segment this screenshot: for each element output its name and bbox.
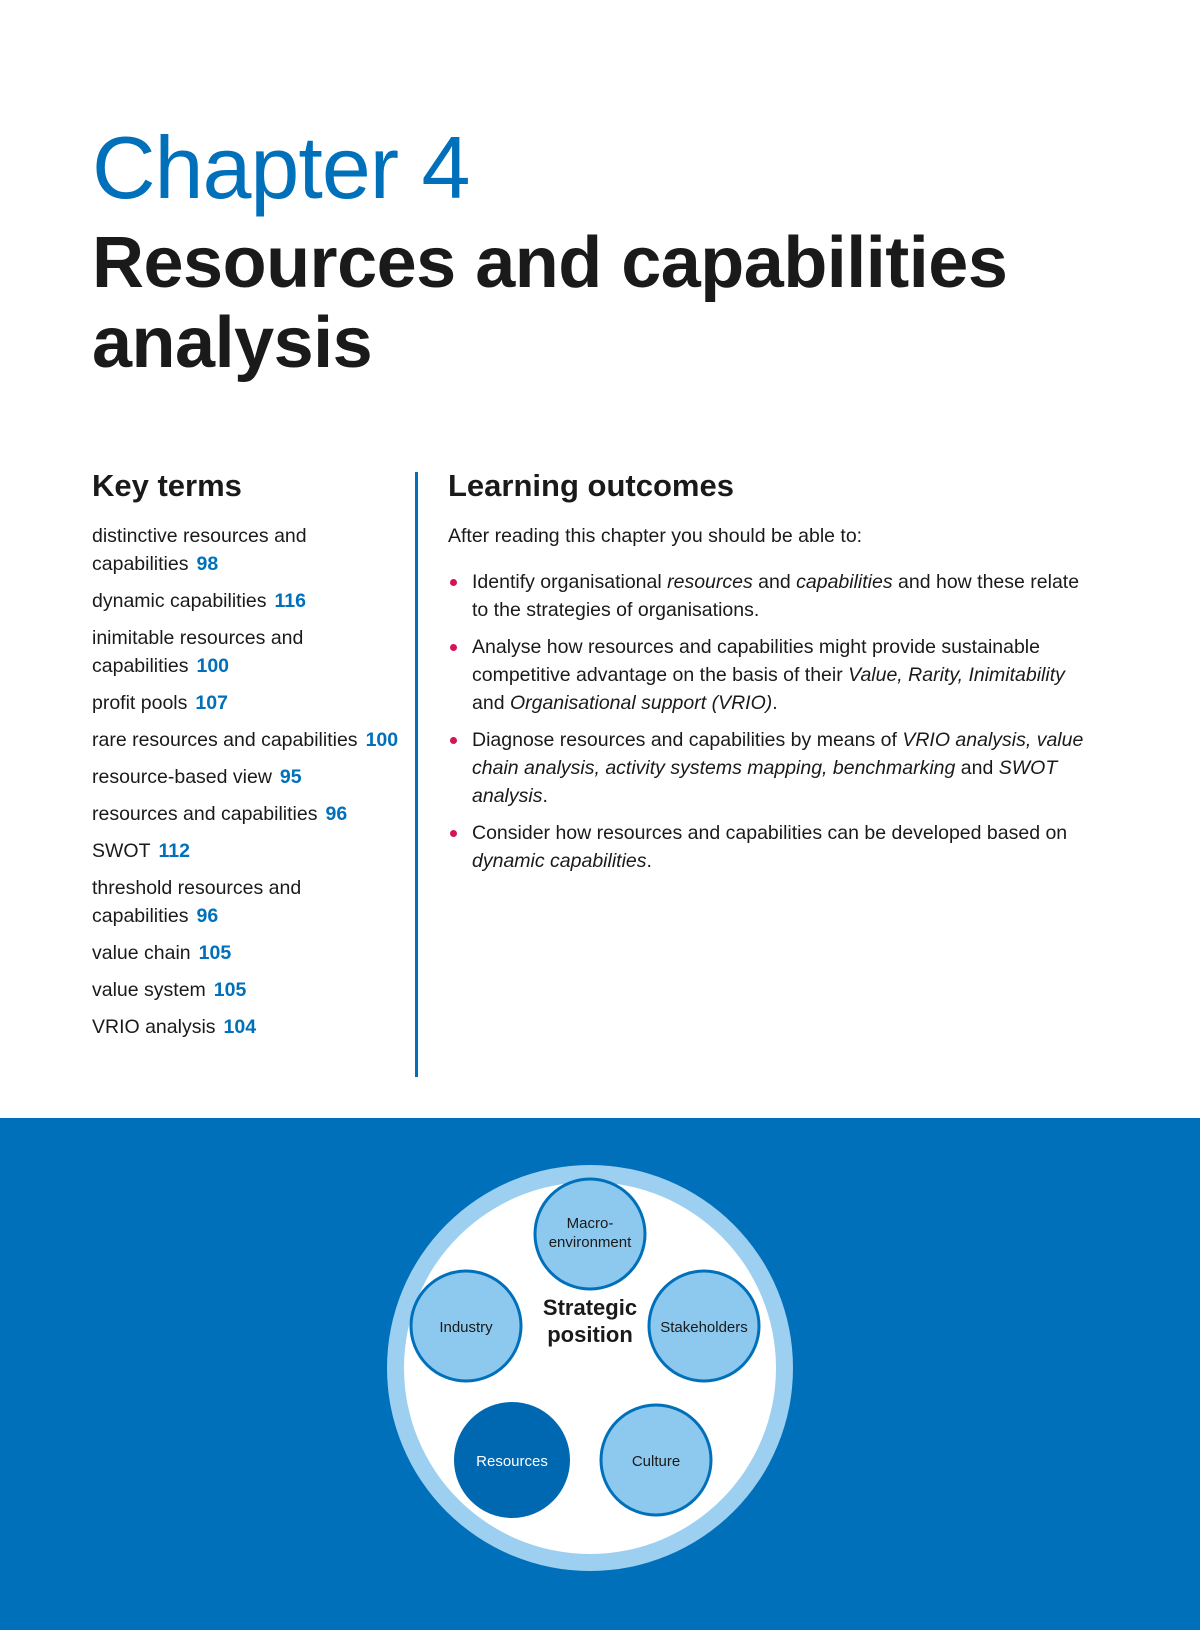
resources-label: Resources [476, 1453, 548, 1470]
outcome-text-segment: Consider how resources and capabilities can be developed based on [472, 822, 1068, 844]
bullet-dot-icon [450, 644, 457, 651]
key-term-page-number: 105 [213, 979, 247, 1001]
key-term-item [92, 837, 402, 865]
outcome-text-segment: . [772, 692, 778, 714]
key-term-page-number: 98 [196, 553, 219, 575]
outcome-text-segment: . [542, 785, 548, 807]
key-term-text: value chain [92, 942, 191, 964]
node-macro-environment[interactable] [535, 1179, 645, 1289]
strategic-position-diagram [380, 1158, 800, 1578]
learning-outcomes-intro: After reading this chapter you should be able to: [448, 525, 863, 547]
key-term-item [92, 800, 402, 828]
key-term-page-number: 95 [279, 766, 302, 788]
learning-outcome-text [472, 822, 1067, 872]
learning-outcome-item [448, 633, 1088, 717]
learning-outcome-item [448, 568, 1088, 624]
key-term-page-number: 100 [365, 729, 399, 751]
industry-label: Industry [439, 1319, 493, 1336]
emphasized-term: Organisational support (VRIO) [509, 692, 773, 714]
key-term-item [92, 726, 402, 754]
outcome-text-segment: and [752, 571, 797, 593]
key-term-text: VRIO analysis [92, 1016, 216, 1038]
center-label-line1: Strategic [542, 1295, 638, 1320]
key-term-text: dynamic capabilities [92, 590, 267, 612]
learning-outcome-text [472, 636, 1065, 714]
learning-outcome-item [448, 819, 1088, 875]
diagram-band [0, 1118, 1200, 1630]
emphasized-term: VRIO analysis, value chain analysis, activity systems mapping, benchmarking [472, 729, 1084, 779]
emphasized-term: SWOT analysis [472, 757, 1058, 807]
macro-environment-label-line2: environment [548, 1234, 632, 1251]
outcome-text-segment: and [472, 692, 510, 714]
chapter-label: Chapter 4 [92, 118, 470, 217]
bullet-dot-icon [450, 737, 457, 744]
key-term-text: profit pools [92, 692, 188, 714]
outcome-text-segment: and how these relate to the strategies of organisations. [472, 571, 1080, 621]
learning-outcomes-section [448, 466, 1088, 884]
key-term-item [92, 624, 402, 680]
outcome-text-segment: Diagnose resources and capabilities by means of [472, 729, 903, 751]
macro-environment-label-line1: Macro- [566, 1215, 614, 1232]
key-term-item [92, 976, 402, 1004]
key-term-page-number: 105 [198, 942, 232, 964]
key-term-page-number: 96 [196, 905, 219, 927]
key-term-text: threshold resources and capabilities [92, 877, 302, 927]
emphasized-term: resources [667, 571, 753, 593]
culture-label: Culture [631, 1453, 681, 1470]
key-term-item [92, 522, 402, 578]
learning-outcomes-heading: Learning outcomes [448, 468, 734, 503]
key-term-page-number: 100 [196, 655, 230, 677]
learning-outcome-text [472, 729, 1083, 807]
key-term-page-number: 112 [158, 840, 190, 862]
key-terms-list [92, 522, 402, 1041]
outcome-text-segment: and [955, 757, 999, 779]
bullet-dot-icon [450, 579, 457, 586]
key-term-text: resource-based view [92, 766, 272, 788]
key-term-item [92, 939, 402, 967]
key-term-item [92, 763, 402, 791]
key-term-text: resources and capabilities [92, 803, 318, 825]
key-term-text: value system [92, 979, 206, 1001]
outcome-text-segment: Analyse how resources and capabilities might provide sustainable competitive advantage on the basis of their [472, 636, 1040, 686]
emphasized-term: dynamic capabilities [472, 850, 647, 872]
key-term-item [92, 874, 402, 930]
key-term-page-number: 104 [223, 1016, 257, 1038]
node-industry[interactable] [411, 1271, 521, 1381]
key-terms-heading: Key terms [92, 468, 242, 503]
emphasized-term: Value, Rarity, Inimitability [848, 664, 1065, 686]
key-term-text: distinctive resources and capabilities [92, 525, 307, 575]
outcome-text-segment: . [646, 850, 652, 872]
key-term-text: inimitable resources and capabilities [92, 627, 304, 677]
key-term-item [92, 689, 402, 717]
key-term-text: rare resources and capabilities [92, 729, 358, 751]
center-label-line2: position [547, 1322, 633, 1347]
key-terms-section [92, 466, 402, 1050]
node-resources[interactable] [454, 1402, 570, 1518]
key-term-item [92, 1013, 402, 1041]
key-term-text: SWOT [92, 840, 151, 862]
emphasized-term: capabilities [796, 571, 893, 593]
outcome-text-segment: Identify organisational [472, 571, 668, 593]
learning-outcome-text [472, 571, 1079, 621]
learning-outcome-item [448, 726, 1088, 810]
key-term-page-number: 116 [274, 590, 306, 612]
key-term-item [92, 587, 402, 615]
stakeholders-label: Stakeholders [660, 1319, 748, 1336]
node-culture[interactable] [601, 1405, 711, 1515]
key-term-page-number: 96 [325, 803, 348, 825]
chapter-title: Resources and capabilities analysis [92, 223, 1008, 383]
key-term-page-number: 107 [195, 692, 228, 714]
node-stakeholders[interactable] [649, 1271, 759, 1381]
strategic-position-svg [380, 1158, 800, 1578]
column-divider [415, 472, 418, 1077]
bullet-dot-icon [450, 830, 457, 837]
learning-outcomes-list [448, 568, 1088, 875]
